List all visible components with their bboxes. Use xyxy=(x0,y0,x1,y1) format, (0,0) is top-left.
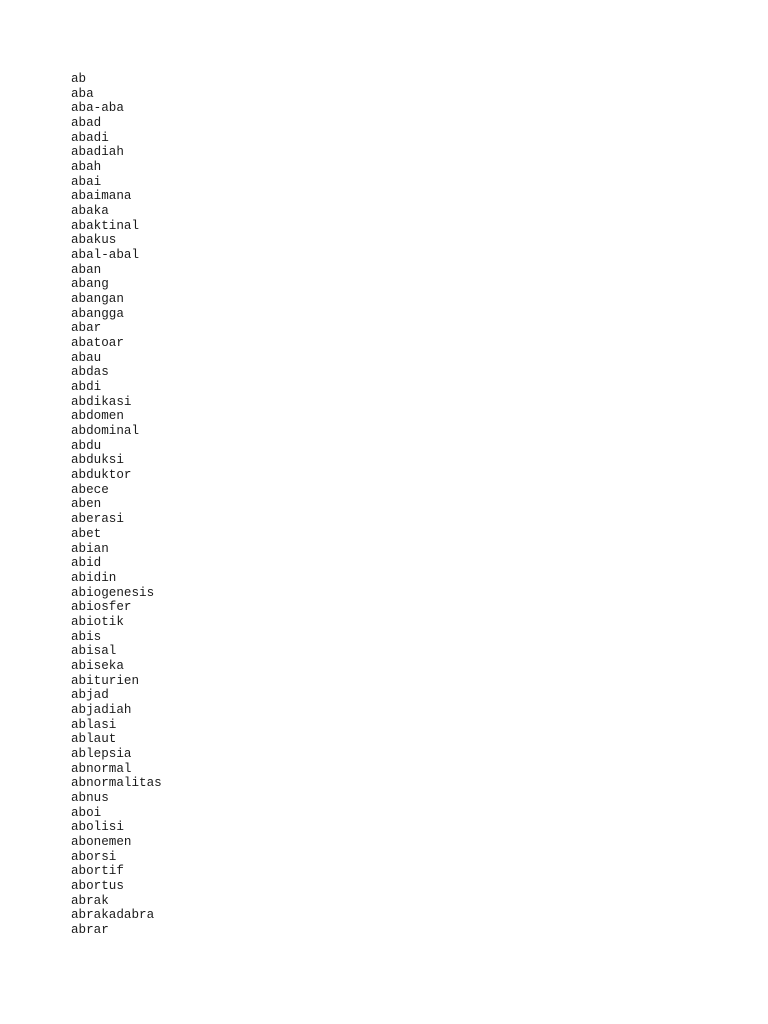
word-entry: aberasi xyxy=(71,512,124,527)
word-entry: abortus xyxy=(71,878,124,893)
word-entry: abet xyxy=(71,526,102,541)
word-entry: abadiah xyxy=(71,145,124,160)
word-entry: abdas xyxy=(71,365,109,380)
word-entry: abdu xyxy=(71,438,102,453)
word-entry: ablaut xyxy=(71,732,117,747)
word-entry: abnormal xyxy=(71,761,132,776)
word-entry: aban xyxy=(71,262,102,277)
word-entry: aba-aba xyxy=(71,101,124,116)
word-entry: abaka xyxy=(71,204,109,219)
word-entry: abdi xyxy=(71,380,102,395)
word-entry: abadi xyxy=(71,130,109,145)
word-entry: abid xyxy=(71,556,102,571)
word-entry: abis xyxy=(71,629,102,644)
word-entry: abdomen xyxy=(71,409,124,424)
word-entry: abakus xyxy=(71,233,117,248)
word-entry: abrar xyxy=(71,922,109,937)
word-list xyxy=(71,72,162,938)
word-entry: abdikasi xyxy=(71,394,132,409)
word-entry: abiturien xyxy=(71,673,140,688)
word-entry: abiosfer xyxy=(71,600,132,615)
word-entry: abiogenesis xyxy=(71,585,155,600)
word-entry: abangga xyxy=(71,306,124,321)
word-entry: abiseka xyxy=(71,658,124,673)
word-entry: abian xyxy=(71,541,109,556)
word-entry: abah xyxy=(71,160,102,175)
word-entry: abjad xyxy=(71,688,109,703)
word-entry: abisal xyxy=(71,644,117,659)
word-entry: abnus xyxy=(71,790,109,805)
word-entry: abortif xyxy=(71,864,124,879)
word-entry: abduksi xyxy=(71,453,124,468)
word-entry: abar xyxy=(71,321,102,336)
word-entry: abrak xyxy=(71,893,109,908)
word-entry: ab xyxy=(71,72,87,86)
word-entry: abangan xyxy=(71,292,124,307)
word-entry: abang xyxy=(71,277,109,292)
word-entry: abnormalitas xyxy=(71,776,162,791)
word-entry: aborsi xyxy=(71,849,117,864)
word-entry: abai xyxy=(71,174,102,189)
word-entry: abidin xyxy=(71,570,117,585)
word-entry: aboi xyxy=(71,805,102,820)
word-entry: ablasi xyxy=(71,717,117,732)
word-entry: abduktor xyxy=(71,468,132,483)
word-entry: abonemen xyxy=(71,834,132,849)
word-entry: abaimana xyxy=(71,189,132,204)
word-entry: abolisi xyxy=(71,820,124,835)
word-entry: abatoar xyxy=(71,336,124,351)
word-entry: abiotik xyxy=(71,614,124,629)
word-entry: abad xyxy=(71,116,102,131)
word-entry: abau xyxy=(71,350,102,365)
word-entry: abdominal xyxy=(71,424,140,439)
word-entry: abece xyxy=(71,482,109,497)
word-entry: ablepsia xyxy=(71,746,132,761)
word-entry: aben xyxy=(71,497,102,512)
word-entry: aba xyxy=(71,86,94,101)
word-entry: abjadiah xyxy=(71,702,132,717)
word-entry: abal-abal xyxy=(71,248,140,263)
word-entry: abaktinal xyxy=(71,218,140,233)
word-entry: abrakadabra xyxy=(71,908,155,923)
